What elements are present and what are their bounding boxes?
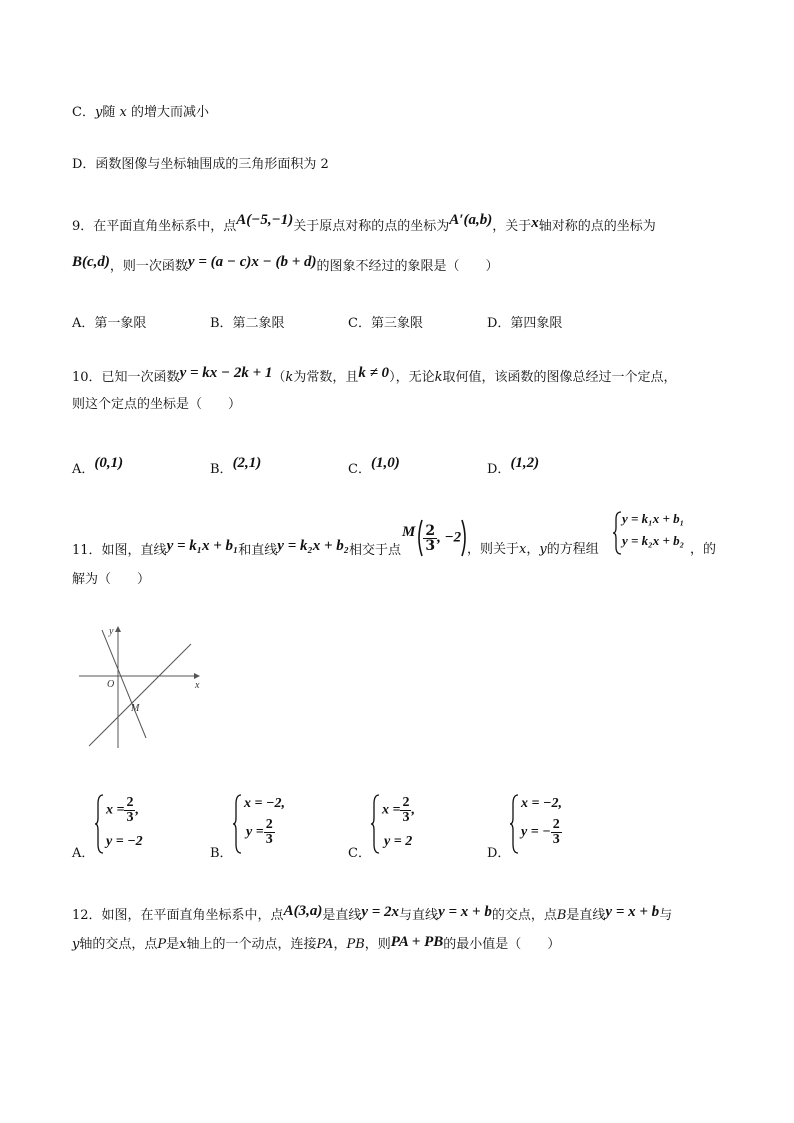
q11-option-b: B． x = −2, y = $\frac{2}{3}$: [210, 796, 285, 861]
q9-stem-line2: B(c,d)，则一次函数y = (a − c)x − (b + d)的图象不经过的象限是（ ）: [72, 254, 499, 274]
graph-m-label: M: [131, 703, 140, 714]
q9-point-a-prime: A′(a,b): [449, 212, 493, 228]
q11-graph: [74, 622, 214, 752]
q10-function: y = kx − 2k + 1: [179, 365, 273, 381]
left-paren-icon: [415, 518, 423, 558]
q9-option-d: D．第四象限: [487, 316, 563, 331]
q8-option-d: D．函数图像与坐标轴围成的三角形面积为 2: [72, 157, 329, 172]
q9-function: y = (a − c)x − (b + d): [187, 254, 317, 270]
q9-point-b: B(c,d): [72, 254, 110, 270]
q10-stem-line2: 则这个定点的坐标是（ ）: [72, 397, 242, 412]
brace-icon: [509, 794, 519, 854]
q11-line2: y = k₂x + b₂: [277, 538, 350, 554]
y-axis-arrow-icon: [115, 626, 121, 632]
q11-option-d: D． x = −2, y = − $\frac{2}{3}$: [487, 796, 562, 861]
q9-option-b: B．第二象限: [210, 316, 285, 331]
q10-stem-line1: 10．已知一次函数y = kx − 2k + 1（k为常数，且k ≠ 0），无论k取何值，该函数的图像总经过一个定点，: [72, 365, 677, 385]
q11-stem-line1: 11．如图，直线y = k₁x + b₁和直线y = k₂x + b₂相交于点: [72, 538, 402, 558]
brace-icon: [370, 794, 380, 854]
q11-stem-line2: 解为（ ）: [72, 572, 151, 587]
q11-stem-line1-end: ，的: [690, 542, 717, 557]
q10-option-d: D．(1,2): [487, 455, 540, 477]
q9-option-c: C．第三象限: [348, 316, 423, 331]
q9-stem-line1: 9．在平面直角坐标系中，点A(−5,−1)关于原点对称的点的坐标为A′(a,b)，关于x轴对称的点的坐标为: [72, 212, 656, 234]
q11-option-c: C． x = $\frac{2}{3}$ , y = 2: [348, 795, 415, 861]
graph-x-label: x: [195, 680, 200, 691]
q12-point-a: A(3,a): [283, 903, 323, 919]
q9-point-a: A(−5,−1): [236, 212, 294, 228]
graph-y-label: y: [109, 626, 114, 637]
brace-icon: [612, 511, 622, 555]
q9-option-a: A．第一象限: [72, 316, 147, 331]
q10-option-b: B．(2,1): [210, 455, 262, 477]
brace-icon: [94, 794, 104, 854]
q11-point-m: M $\frac{2}{3}$ , −2: [402, 518, 469, 558]
q11-line1: y = k₁x + b₁: [166, 538, 239, 554]
q12-stem-line2: y轴的交点，点P是x轴上的一个动点，连接PA，PB，则PA + PB的最小值是（ ）: [72, 934, 561, 952]
q12-stem-line1: 12．如图，在平面直角坐标系中，点A(3,a)是直线y = 2x与直线y = x + b的交点，点B是直线y = x + b与: [72, 903, 673, 923]
graph-origin-label: O: [107, 679, 115, 690]
x-axis-arrow-icon: [194, 673, 200, 679]
q11-equation-system: y = k₁x + b₁ y = k₂x + b₂: [612, 511, 692, 555]
q10-option-c: C．(1,0): [348, 455, 400, 477]
line-shallow: [89, 644, 191, 746]
q8-option-c: C．y随 x 的增大而减小: [72, 105, 209, 120]
q10-option-a: A．(0,1): [72, 455, 124, 477]
q11-stem-line1-cont: ，则关于x，y的方程组: [467, 542, 599, 557]
brace-icon: [232, 794, 242, 854]
q11-option-a: A． x = $\frac{2}{3}$ , y = −2: [72, 795, 143, 861]
